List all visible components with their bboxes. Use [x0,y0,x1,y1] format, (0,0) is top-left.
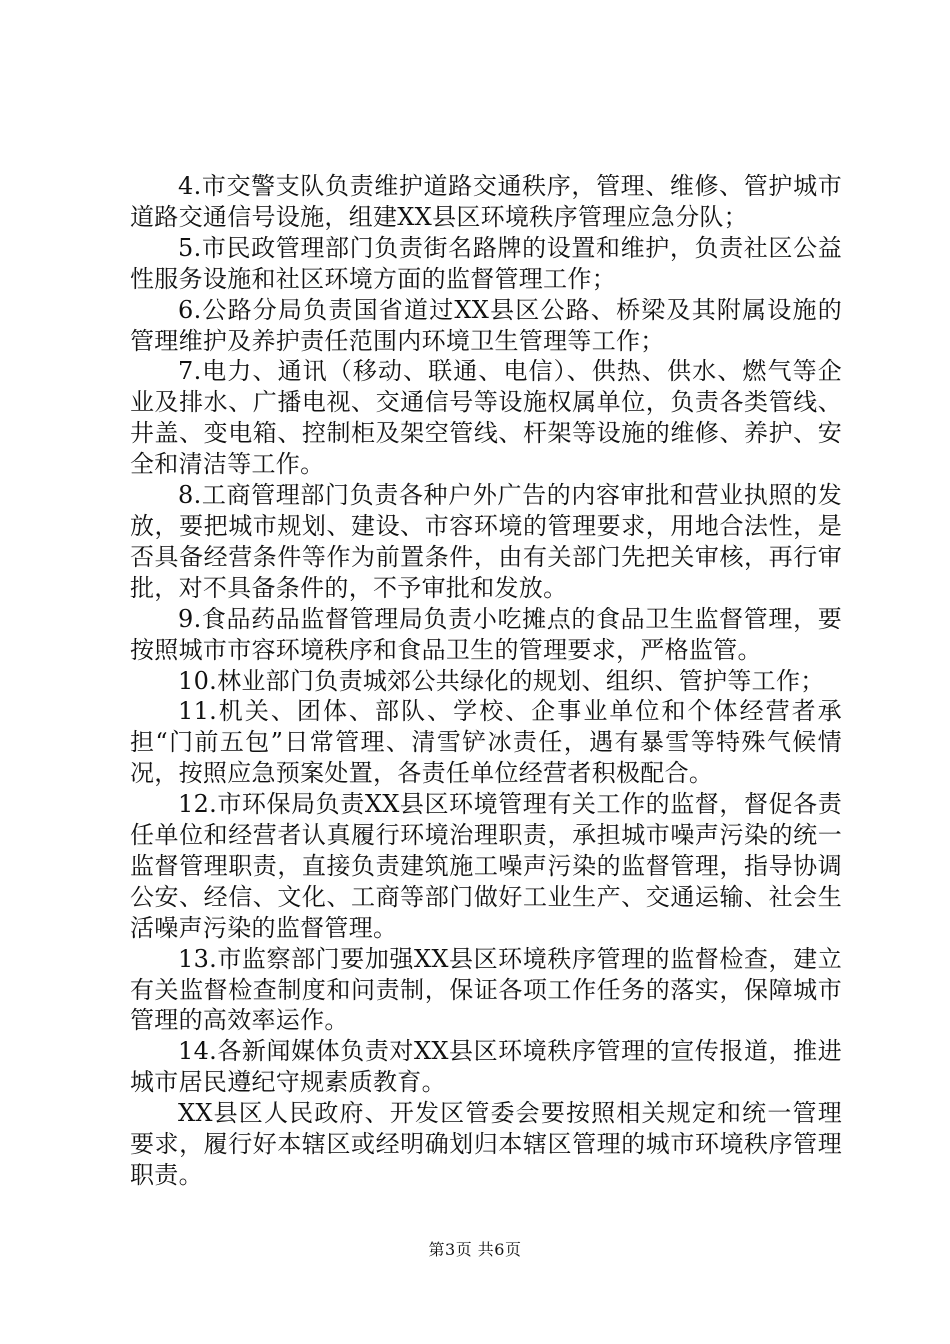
paragraph-item-4: 4.市交警支队负责维护道路交通秩序，管理、维修、管护城市道路交通信号设施，组建XX县区环境秩序管理应急分队； [130,172,842,231]
paragraph-item-13: 13.市监察部门要加强XX县区环境秩序管理的监督检查，建立有关监督检查制度和问责制，保证各项工作任务的落实，保障城市管理的高效率运作。 [130,944,842,1035]
page-number-label: 第3页 共6页 [428,1240,522,1259]
paragraph-item-7: 7.电力、通讯（移动、联通、电信）、供热、供水、燃气等企业及排水、广播电视、交通信号等设施权属单位，负责各类管线、井盖、变电箱、控制柜及架空管线、杆架等设施的维修、养护、安全和清洁等工作。 [130,357,842,479]
paragraph-item-11: 11.机关、团体、部队、学校、企事业单位和个体经营者承担“门前五包”日常管理、清雪铲冰责任，遇有暴雪等特殊气候情况，按照应急预案处置，各责任单位经营者积极配合。 [130,697,842,788]
paragraph-item-9: 9.食品药品监督管理局负责小吃摊点的食品卫生监督管理，要按照城市市容环境秩序和食品卫生的管理要求，严格监管。 [130,604,842,664]
paragraph-item-8: 8.工商管理部门负责各种户外广告的内容审批和营业执照的发放，要把城市规划、建设、市容环境的管理要求，用地合法性，是否具备经营条件等作为前置条件，由有关部门先把关审核，再行审批，对不具备条件的，不予审批和发放。 [130,481,842,602]
document-body [130,171,842,1191]
page-footer [0,1240,950,1260]
paragraph-item-14: 14.各新闻媒体负责对XX县区环境秩序管理的宣传报道，推进城市居民遵纪守规素质教育。 [130,1037,842,1097]
paragraph-item-10: 10.林业部门负责城郊公共绿化的规划、组织、管护等工作； [178,666,825,695]
paragraph-item-6: 6.公路分局负责国省道过XX县区公路、桥梁及其附属设施的管理维护及养护责任范围内环境卫生管理等工作； [130,295,842,355]
paragraph-item-12: 12.市环保局负责XX县区环境管理有关工作的监督，督促各责任单位和经营者认真履行环境治理职责，承担城市噪声污染的统一监督管理职责，直接负责建筑施工噪声污染的监督管理，指导协调公安、经信、文化、工商等部门做好工业生产、交通运输、社会生活噪声污染的监督管理。 [130,790,842,942]
paragraph-item-5: 5.市民政管理部门负责街名路牌的设置和维护，负责社区公益性服务设施和社区环境方面的监督管理工作； [130,233,842,293]
paragraph-closing: XX县区人民政府、开发区管委会要按照相关规定和统一管理要求，履行好本辖区或经明确划归本辖区管理的城市环境秩序管理职责。 [130,1099,842,1189]
